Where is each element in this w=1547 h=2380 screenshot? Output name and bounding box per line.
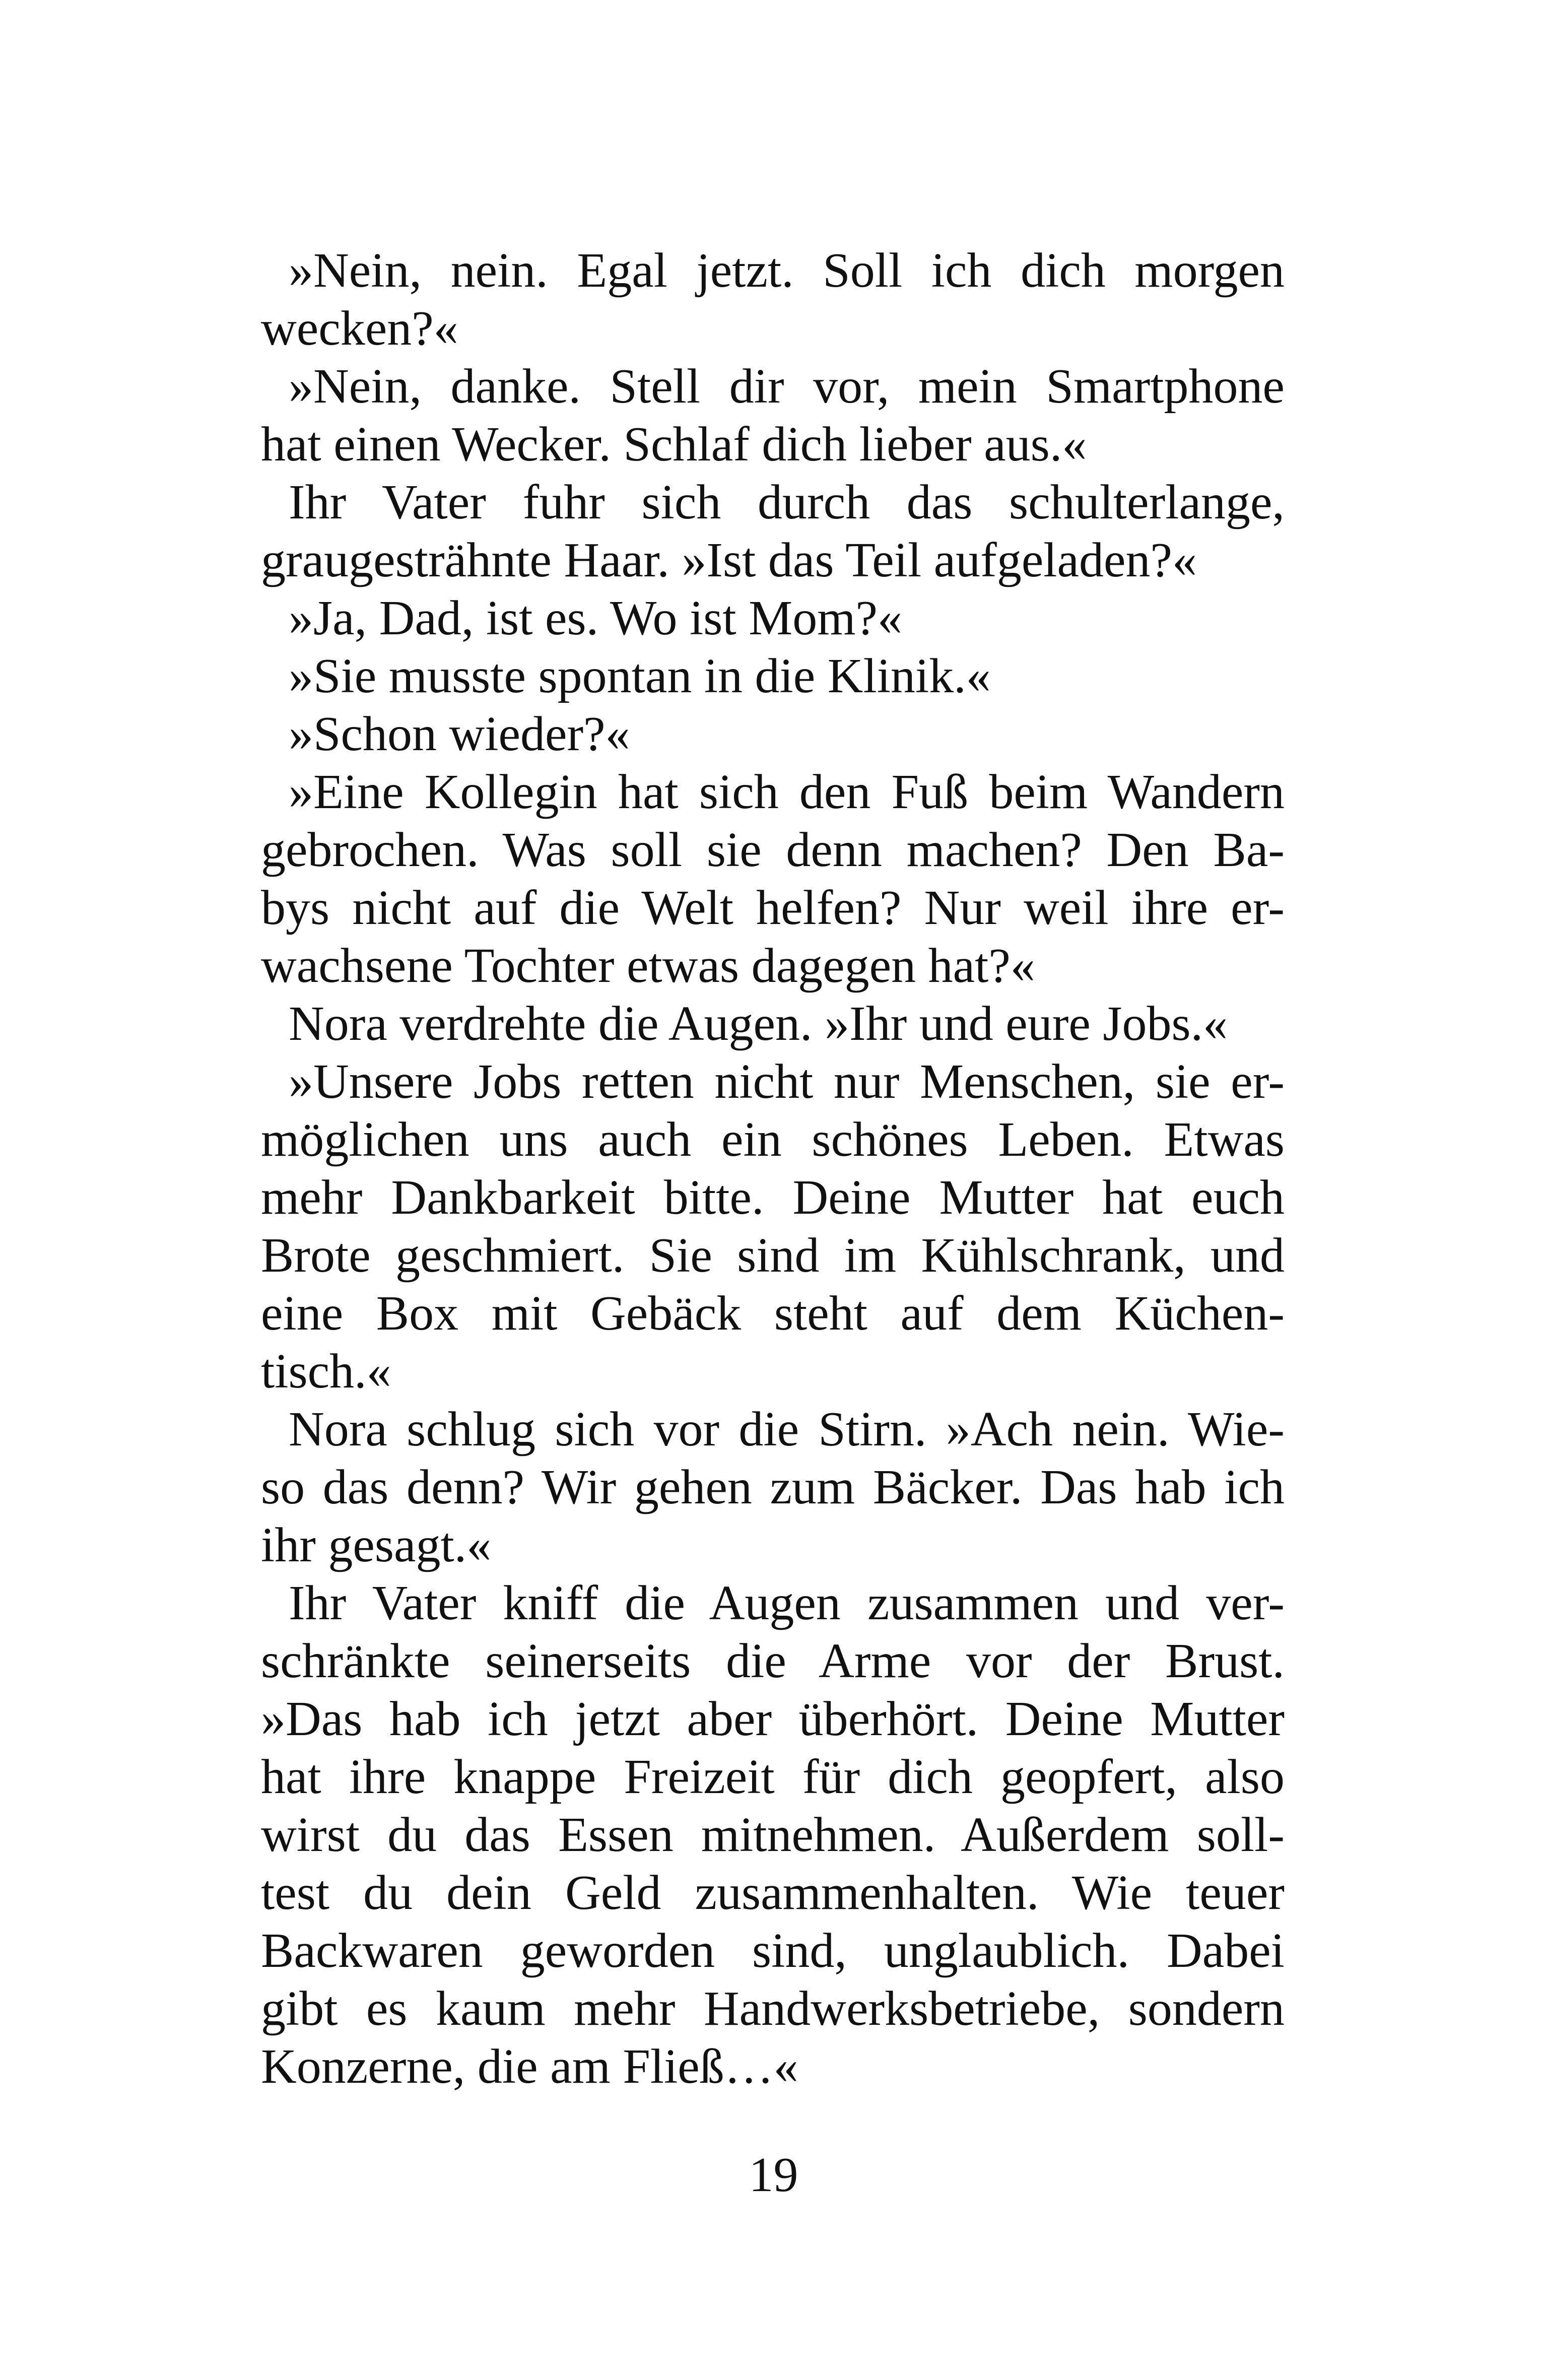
text-line: Ihr Vater kniff die Augen zusammen und ver- (289, 1576, 1285, 1630)
text-line: »Das hab ich jetzt aber überhört. Deine Mutter (261, 1692, 1285, 1746)
text-line: »Nein, nein. Egal jetzt. Soll ich dich morgen (289, 243, 1285, 298)
text-line: hat ihre knappe Freizeit für dich geopfert, also (261, 1750, 1285, 1804)
text-line: test du dein Geld zusammenhalten. Wie teuer (261, 1866, 1285, 1920)
text-line: »Nein, danke. Stell dir vor, mein Smartphone (289, 359, 1285, 414)
text-line: Backwaren geworden sind, unglaublich. Dabei (261, 1924, 1285, 1978)
text-line: möglichen uns auch ein schönes Leben. Etwas (261, 1112, 1285, 1167)
text-line: »Sie musste spontan in die Klinik.« (289, 649, 991, 703)
text-line: schränkte seinerseits die Arme vor der Brust. (261, 1634, 1285, 1688)
body-text (261, 242, 1285, 2096)
text-line: ihr gesagt.« (261, 1518, 492, 1572)
text-line: »Eine Kollegin hat sich den Fuß beim Wandern (289, 765, 1285, 819)
text-line: wirst du das Essen mitnehmen. Außerdem soll- (261, 1808, 1285, 1862)
text-line: gebrochen. Was soll sie denn machen? Den Ba- (261, 823, 1285, 877)
text-line: eine Box mit Gebäck steht auf dem Küchen- (261, 1286, 1285, 1341)
text-line: hat einen Wecker. Schlaf dich lieber aus.« (261, 417, 1087, 472)
text-line: Brote geschmiert. Sie sind im Kühlschrank, und (261, 1228, 1285, 1283)
text-line: wachsene Tochter etwas dagegen hat?« (261, 939, 1035, 993)
text-line: wecken?« (261, 301, 458, 356)
text-line: so das denn? Wir gehen zum Bäcker. Das hab ich (261, 1460, 1285, 1514)
text-line: Ihr Vater fuhr sich durch das schulterlange, (289, 475, 1285, 530)
text-line: tisch.« (261, 1344, 391, 1399)
text-line: Nora schlug sich vor die Stirn. »Ach nein. Wie- (289, 1402, 1285, 1457)
text-line: mehr Dankbarkeit bitte. Deine Mutter hat euch (261, 1170, 1285, 1225)
text-line: Konzerne, die am Fließ…« (261, 2039, 798, 2094)
text-line: gibt es kaum mehr Handwerksbetriebe, sondern (261, 1981, 1285, 2036)
text-line: »Unsere Jobs retten nicht nur Menschen, sie er- (289, 1054, 1285, 1109)
text-line: bys nicht auf die Welt helfen? Nur weil ihre er- (261, 881, 1285, 935)
text-line: »Ja, Dad, ist es. Wo ist Mom?« (289, 591, 902, 645)
text-line: »Schon wieder?« (289, 707, 630, 761)
text-line: graugesträhnte Haar. »Ist das Teil aufgeladen?« (261, 533, 1197, 587)
text-line: Nora verdrehte die Augen. »Ihr und eure Jobs.« (289, 997, 1228, 1051)
page-number: 19 (749, 2148, 798, 2202)
